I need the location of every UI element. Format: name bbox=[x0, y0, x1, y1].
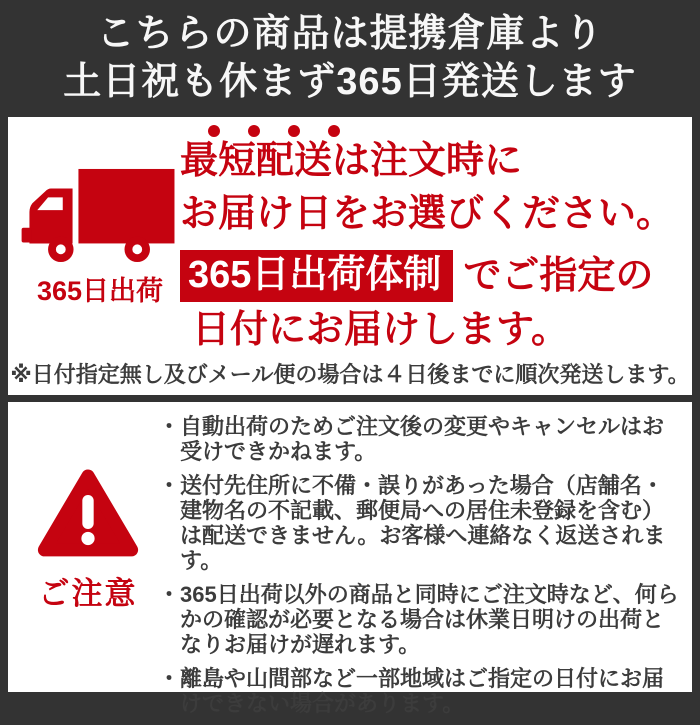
headline-line-3 bbox=[180, 250, 653, 302]
caution-item: ・ 自動出荷のためご注文後の変更やキャンセルはお受けできかねます。 bbox=[158, 414, 682, 464]
emphasis-dots-icon bbox=[194, 125, 354, 137]
shipping-info-panel bbox=[8, 117, 692, 395]
shipping-note: ※日付指定無し及びメール便の場合は４日後までに順次発送します。 bbox=[10, 362, 690, 387]
delivery-truck-icon bbox=[20, 167, 180, 265]
headline-line-1: 最短配送は注文時に bbox=[180, 140, 523, 182]
caution-column bbox=[22, 464, 154, 613]
highlight-badge: 365日出荷体制 bbox=[180, 250, 453, 302]
after-highlight-text: でご指定の bbox=[463, 255, 654, 297]
banner-line-1: こちらの商品は提携倉庫より bbox=[96, 12, 604, 55]
caution-list bbox=[158, 414, 682, 725]
headline-line-2: お届け日をお選びください。 bbox=[180, 193, 675, 235]
caution-item: ・ 365日出荷以外の商品と同時にご注文時など、何らかの確認が必要となる場合は休業日明けの出荷となりお届けが遅れます。 bbox=[158, 582, 682, 657]
warning-triangle-icon bbox=[22, 464, 154, 560]
caution-panel bbox=[8, 402, 692, 716]
caution-item: ・ 離島や山間部など一部地域はご指定の日付にお届けできない場合があります。 bbox=[158, 666, 682, 716]
caution-item: ・ 送付先住所に不備・誤りがあった場合（店舗名・建物名の不記載、郵便局への居住未登録を含む）は配送できません。お客様へ連絡なく返送されます。 bbox=[158, 473, 682, 573]
truck-label: 365日出荷 bbox=[36, 276, 164, 306]
caution-label: ご注意 bbox=[38, 576, 138, 611]
top-banner bbox=[0, 0, 700, 117]
truck-column bbox=[20, 167, 180, 308]
banner-line-2: 土日祝も休まず365日発送します bbox=[63, 60, 637, 103]
headline-line-4: 日付にお届けします。 bbox=[192, 309, 569, 351]
